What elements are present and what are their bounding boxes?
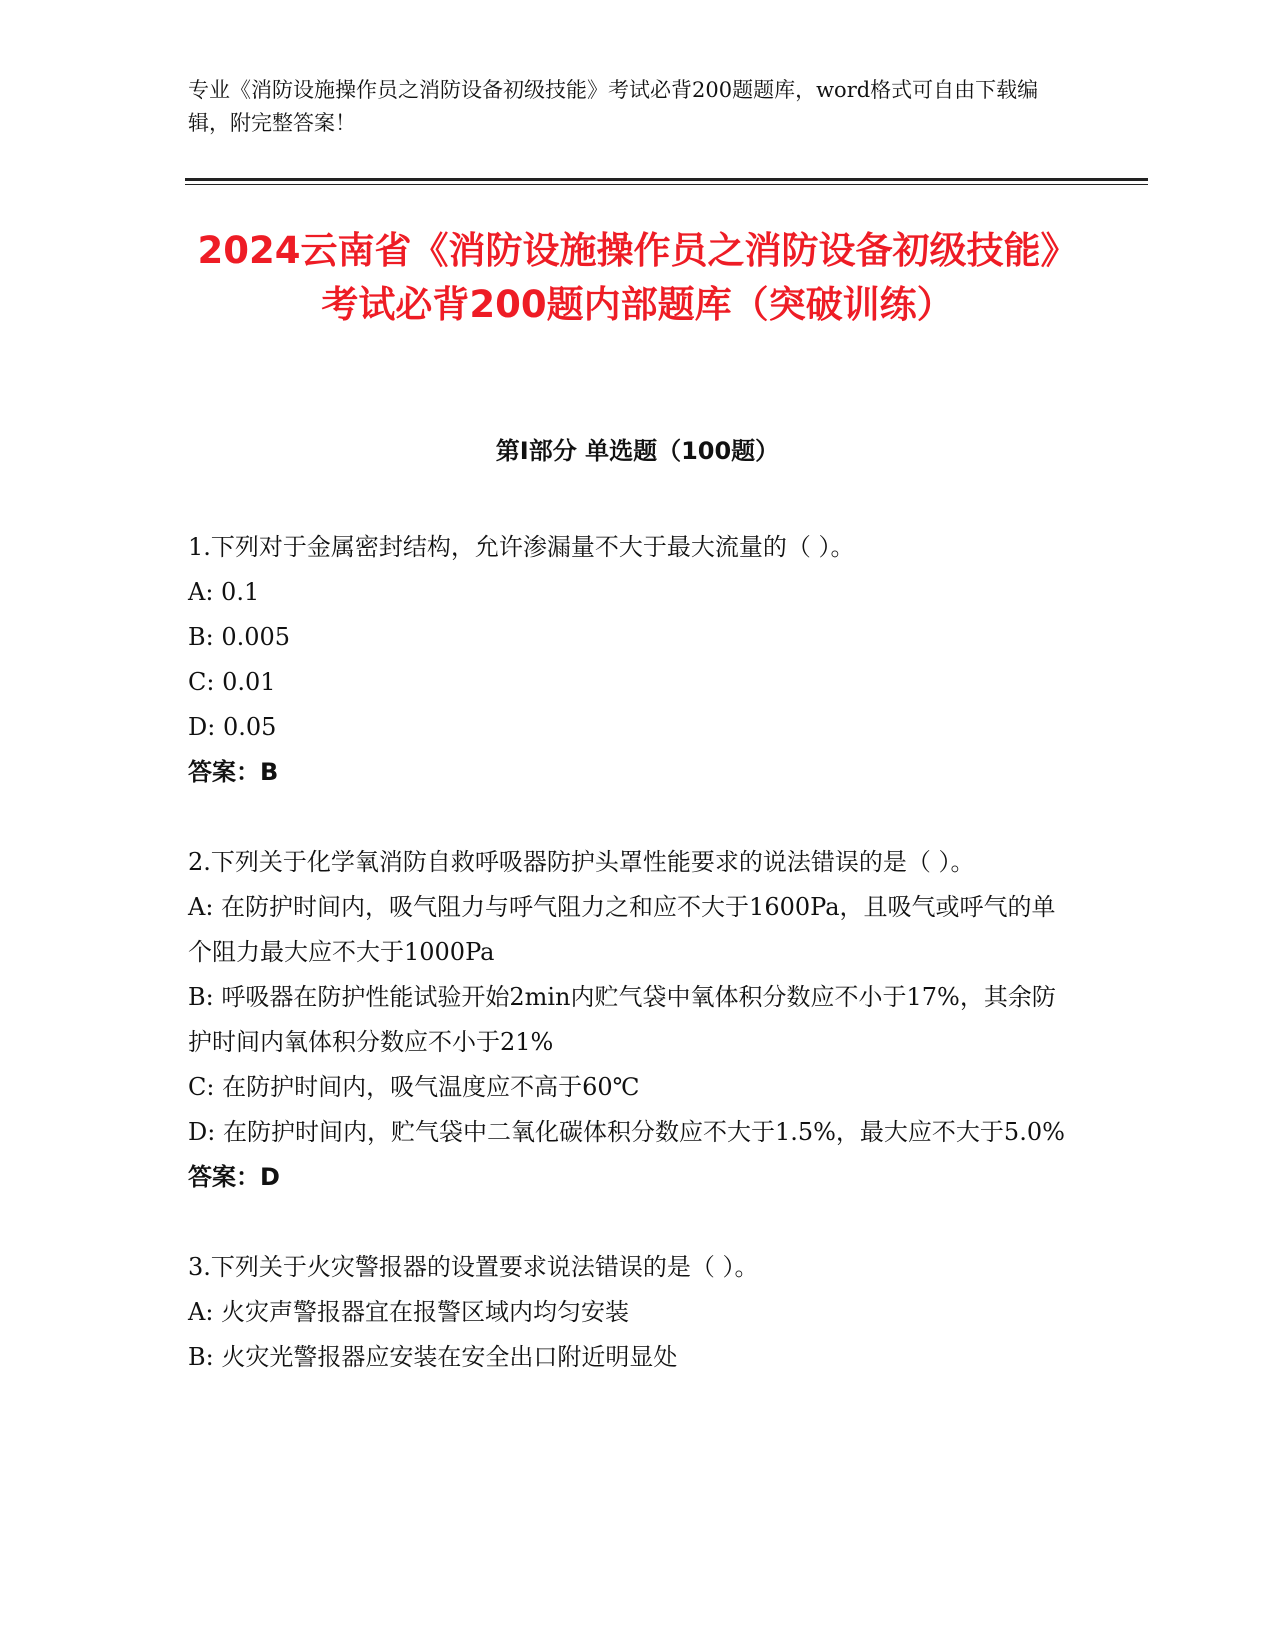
option-a: A: 火灾声警报器宜在报警区域内均匀安装 [188,1298,630,1326]
option-b: B: 0.005 [188,623,291,651]
question-list [188,525,1078,1425]
header-note: 专业《消防设施操作员之消防设备初级技能》考试必背200题题库，word格式可自由下载编辑，附完整答案！ [188,78,1039,135]
header-rule-thick [185,178,1148,181]
section-title: 第I部分 单选题（100题） [495,437,780,465]
question-stem: 1.下列对于金属密封结构，允许渗漏量不大于最大流量的（ ）。 [188,533,855,561]
option-b: B: 呼吸器在防护性能试验开始2min内贮气袋中氧体积分数应不小于17%，其余防护时间内氧体积分数应不小于21% [188,983,1056,1056]
question-3 [188,1245,1078,1380]
answer: 答案：D [188,1163,280,1191]
option-a: A: 在防护时间内，吸气阻力与呼气阻力之和应不大于1600Pa，且吸气或呼气的单个阻力最大应不大于1000Pa [188,893,1056,966]
option-d: D: 0.05 [188,713,277,741]
option-c: C: 在防护时间内，吸气温度应不高于60℃ [188,1073,640,1101]
option-b: B: 火灾光警报器应安装在安全出口附近明显处 [188,1343,678,1371]
question-stem: 2.下列关于化学氧消防自救呼吸器防护头罩性能要求的说法错误的是（ ）。 [188,848,975,876]
question-2 [188,840,1078,1200]
option-d: D: 在防护时间内，贮气袋中二氧化碳体积分数应不大于1.5%，最大应不大于5.0% [188,1118,1065,1146]
question-1 [188,525,1078,795]
option-a: A: 0.1 [188,578,260,606]
answer: 答案：B [188,758,279,786]
header-rule-thin [185,184,1148,185]
question-stem: 3.下列关于火灾警报器的设置要求说法错误的是（ ）。 [188,1253,759,1281]
option-c: C: 0.01 [188,668,276,696]
document-title: 2024云南省《消防设施操作员之消防设备初级技能》考试必背200题内部题库（突破训练） [197,229,1078,326]
